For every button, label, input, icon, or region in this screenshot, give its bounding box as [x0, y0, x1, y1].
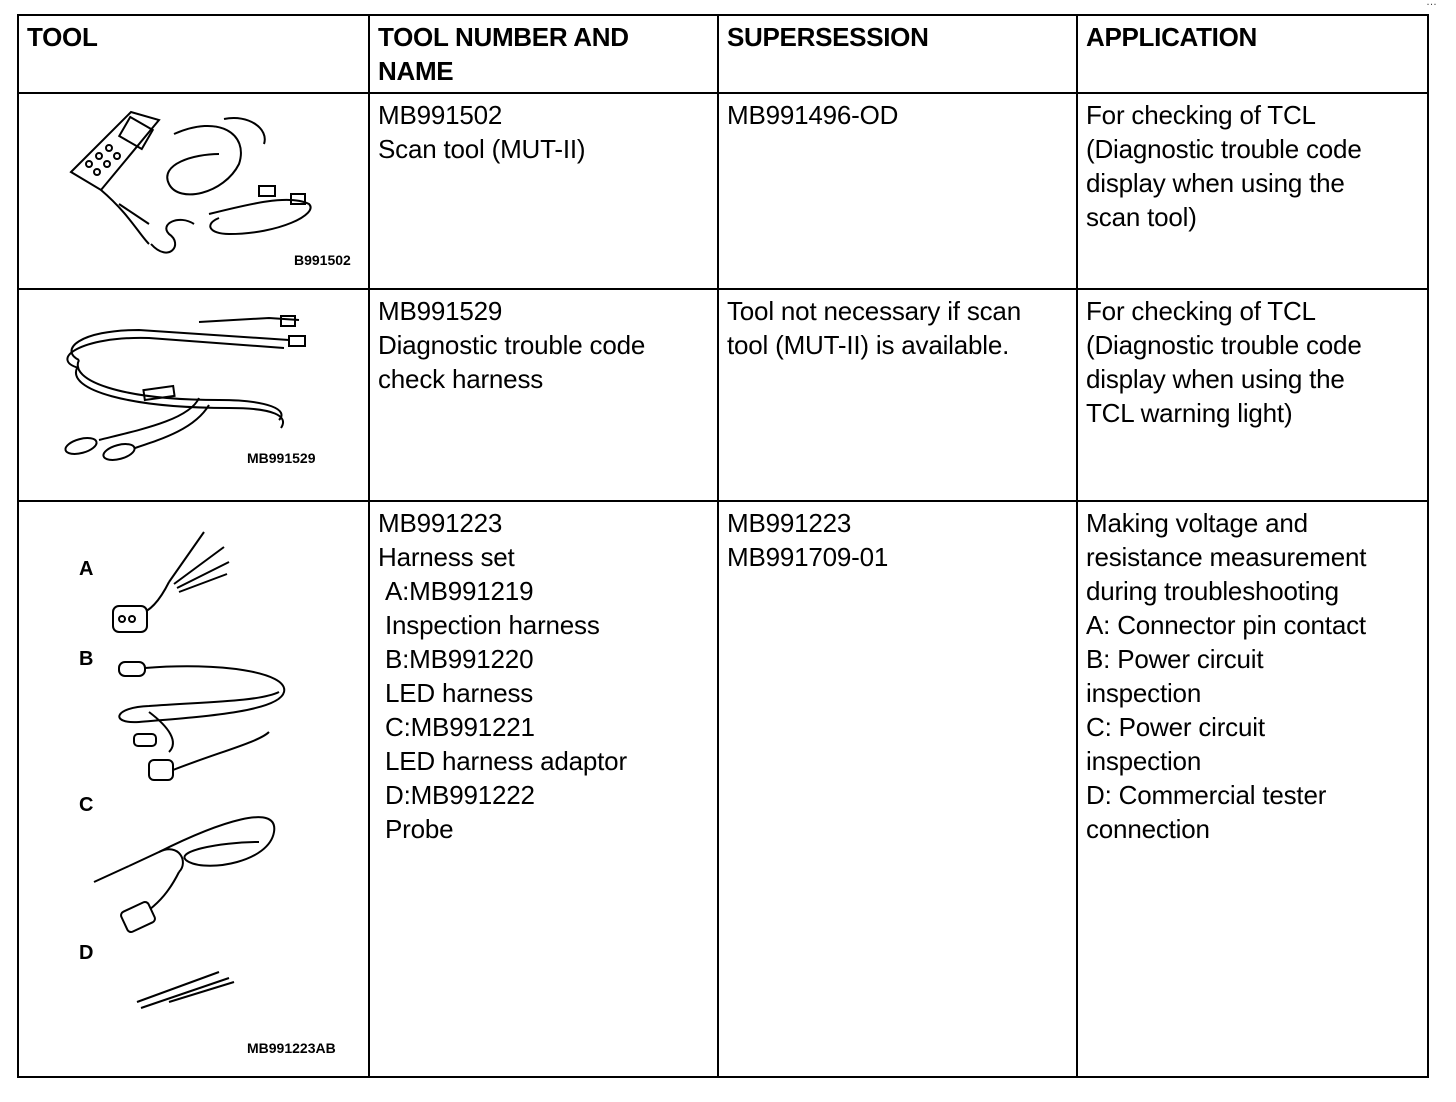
table-header-row	[18, 15, 1428, 93]
figure-letter-c: C	[79, 794, 94, 816]
tool-figure-cell	[18, 289, 369, 501]
harness-set-drawing	[19, 502, 368, 1074]
application-text: (Diagnostic trouble code	[1086, 134, 1362, 164]
application-text: Making voltage and	[1086, 508, 1308, 538]
application-text: inspection	[1086, 746, 1202, 776]
tool-number: MB991529	[378, 296, 503, 326]
tool-figure-cell	[18, 93, 369, 289]
application-text: scan tool)	[1086, 202, 1197, 232]
page-corner-mark: …	[1426, 0, 1438, 8]
tool-figure-cell	[18, 501, 369, 1077]
component-name: Inspection harness	[385, 610, 600, 640]
table-row	[18, 93, 1428, 289]
special-tools-table	[17, 14, 1429, 1078]
application-cell	[1077, 289, 1428, 501]
component-name: LED harness	[385, 678, 534, 708]
table-row	[18, 289, 1428, 501]
figure-letter-b: B	[79, 648, 94, 670]
application-text: resistance measurement	[1086, 542, 1367, 572]
application-text: connection	[1086, 814, 1210, 844]
tool-name: Diagnostic trouble code	[378, 330, 646, 360]
application-text: For checking of TCL	[1086, 100, 1316, 130]
header-supersession: SUPERSESSION	[718, 15, 1077, 93]
application-text: (Diagnostic trouble code	[1086, 330, 1362, 360]
harness-set-illustration	[19, 502, 368, 1074]
application-text: For checking of TCL	[1086, 296, 1316, 326]
application-text: during troubleshooting	[1086, 576, 1339, 606]
supersession-cell	[718, 289, 1077, 501]
header-application: APPLICATION	[1077, 15, 1428, 93]
header-tool-number-and-name: TOOL NUMBER AND NAME	[369, 15, 718, 93]
component-number: D:MB991222	[385, 780, 535, 810]
component-name: Probe	[385, 814, 454, 844]
supersession-text: Tool not necessary if scan	[727, 296, 1021, 326]
component-number: C:MB991221	[385, 712, 535, 742]
application-text: display when using the	[1086, 364, 1345, 394]
application-text: inspection	[1086, 678, 1202, 708]
component-number: B:MB991220	[385, 644, 534, 674]
application-text: display when using the	[1086, 168, 1345, 198]
supersession-text: tool (MUT-II) is available.	[727, 330, 1010, 360]
figure-code-label: B991502	[294, 252, 351, 268]
supersession-cell	[718, 501, 1077, 1077]
supersession-text: MB991709-01	[727, 542, 889, 572]
tool-number: MB991502	[378, 100, 503, 130]
tool-number: MB991223	[378, 508, 503, 538]
application-text: A: Connector pin contact	[1086, 610, 1366, 640]
figure-code-label: MB991529	[247, 450, 316, 466]
application-text: TCL warning light)	[1086, 398, 1293, 428]
tool-number-cell	[369, 289, 718, 501]
check-harness-drawing	[19, 290, 368, 498]
header-tool: TOOL	[18, 15, 369, 93]
application-text: B: Power circuit	[1086, 644, 1264, 674]
scan-tool-illustration	[19, 94, 368, 286]
tool-name: Scan tool (MUT-II)	[378, 134, 586, 164]
check-harness-illustration	[19, 290, 368, 498]
component-name: LED harness adaptor	[385, 746, 627, 776]
application-text: D: Commercial tester	[1086, 780, 1327, 810]
figure-letter-d: D	[79, 942, 94, 964]
supersession-cell	[718, 93, 1077, 289]
component-number: A:MB991219	[385, 576, 534, 606]
figure-code-label: MB991223AB	[247, 1040, 336, 1056]
tool-name: check harness	[378, 364, 544, 394]
supersession-text: MB991496-OD	[727, 100, 899, 130]
figure-letter-a: A	[79, 558, 94, 580]
table-row	[18, 501, 1428, 1077]
tool-number-cell	[369, 93, 718, 289]
application-cell	[1077, 93, 1428, 289]
application-cell	[1077, 501, 1428, 1077]
tool-number-cell	[369, 501, 718, 1077]
tool-name: Harness set	[378, 542, 515, 572]
application-text: C: Power circuit	[1086, 712, 1265, 742]
supersession-text: MB991223	[727, 508, 852, 538]
